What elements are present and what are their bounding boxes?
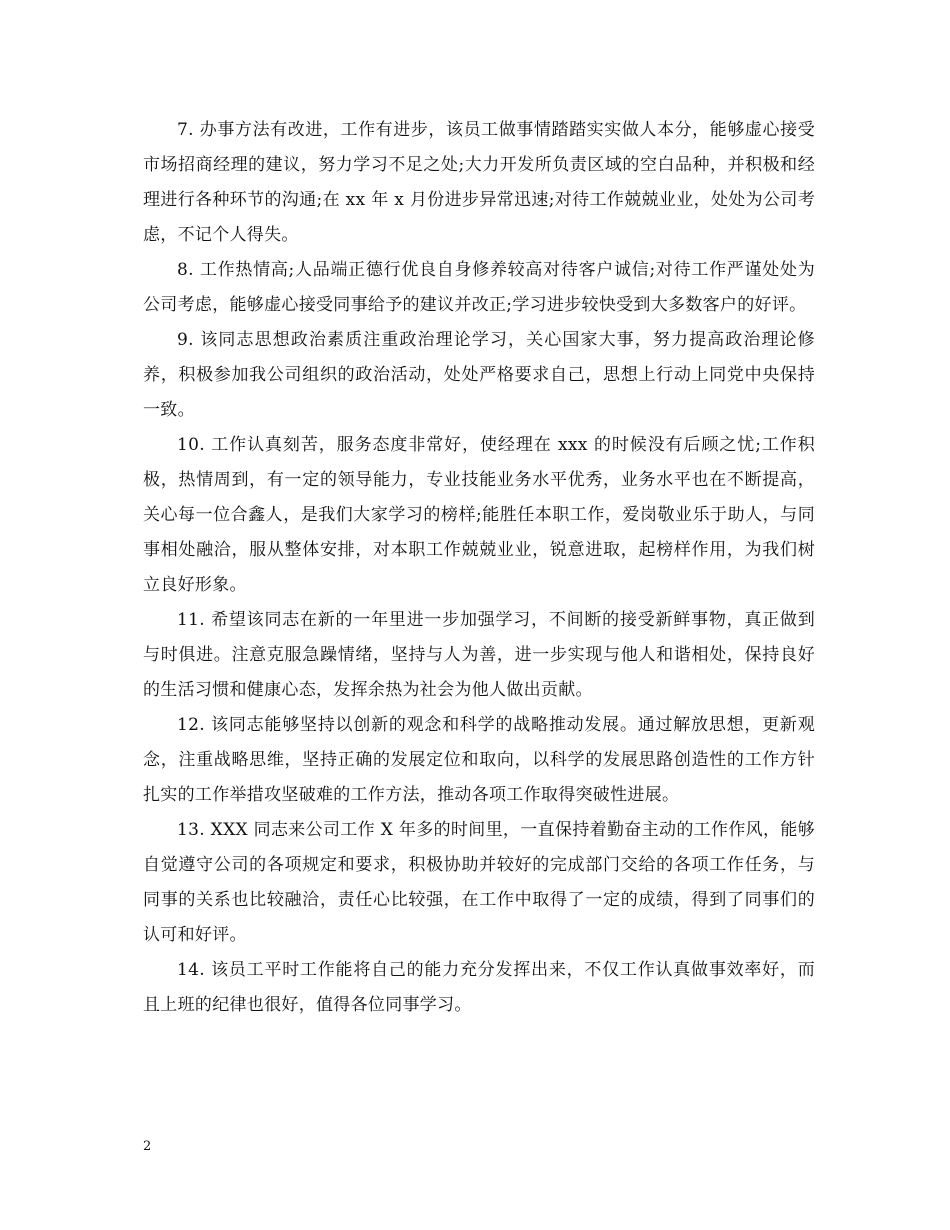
page-number: 2 <box>143 1139 152 1154</box>
paragraph-item-13: 13. XXX 同志来公司工作 X 年多的时间里，一直保持着勤奋主动的工作作风，能够自觉遵守公司的各项规定和要求，积极协助并较好的完成部门交给的各项工作任务，与同事的关系也比较融洽，责任心比较强，在工作中取得了一定的成绩，得到了同事们的认可和好评。 <box>143 820 815 945</box>
paragraph-item-7: 7. 办事方法有改进，工作有进步，该员工做事情踏踏实实做人本分，能够虚心接受市场招商经理的建议，努力学习不足之处;大力开发所负责区域的空白品种，并积极和经理进行各种环节的沟通;在 xx 年 x 月份进步异常迅速;对待工作兢兢业业，处处为公司考虑，不记个人得失。 <box>143 120 815 245</box>
paragraph-item-11: 11. 希望该同志在新的一年里进一步加强学习，不间断的接受新鲜事物，真正做到与时俱进。注意克服急躁情绪，坚持与人为善，进一步实现与他人和谐相处，保持良好的生活习惯和健康心态，发挥余热为社会为他人做出贡献。 <box>143 610 815 700</box>
paragraph-item-10: 10. 工作认真刻苦，服务态度非常好，使经理在 xxx 的时候没有后顾之忧;工作积极，热情周到，有一定的领导能力，专业技能业务水平优秀，业务水平也在不断提高，关心每一位合鑫人，是我们大家学习的榜样;能胜任本职工作，爱岗敬业乐于助人，与同事相处融洽，服从整体安排，对本职工作兢兢业业，锐意进取，起榜样作用，为我们树立良好形象。 <box>143 435 815 595</box>
paragraph-item-8: 8. 工作热情高;人品端正德行优良自身修养较高对待客户诚信;对待工作严谨处处为公司考虑，能够虚心接受同事给予的建议并改正;学习进步较快受到大多数客户的好评。 <box>143 260 815 315</box>
paragraph-item-14: 14. 该员工平时工作能将自己的能力充分发挥出来，不仅工作认真做事效率好，而且上班的纪律也很好，值得各位同事学习。 <box>143 960 815 1015</box>
document-body <box>143 113 815 1023</box>
paragraph-item-12: 12. 该同志能够坚持以创新的观念和科学的战略推动发展。通过解放思想，更新观念，注重战略思维，坚持正确的发展定位和取向，以科学的发展思路创造性的工作方针扎实的工作举措攻坚破难的工作方法，推动各项工作取得突破性进展。 <box>143 715 815 805</box>
paragraph-item-9: 9. 该同志思想政治素质注重政治理论学习，关心国家大事，努力提高政治理论修养，积极参加我公司组织的政治活动，处处严格要求自己，思想上行动上同党中央保持一致。 <box>143 330 815 420</box>
